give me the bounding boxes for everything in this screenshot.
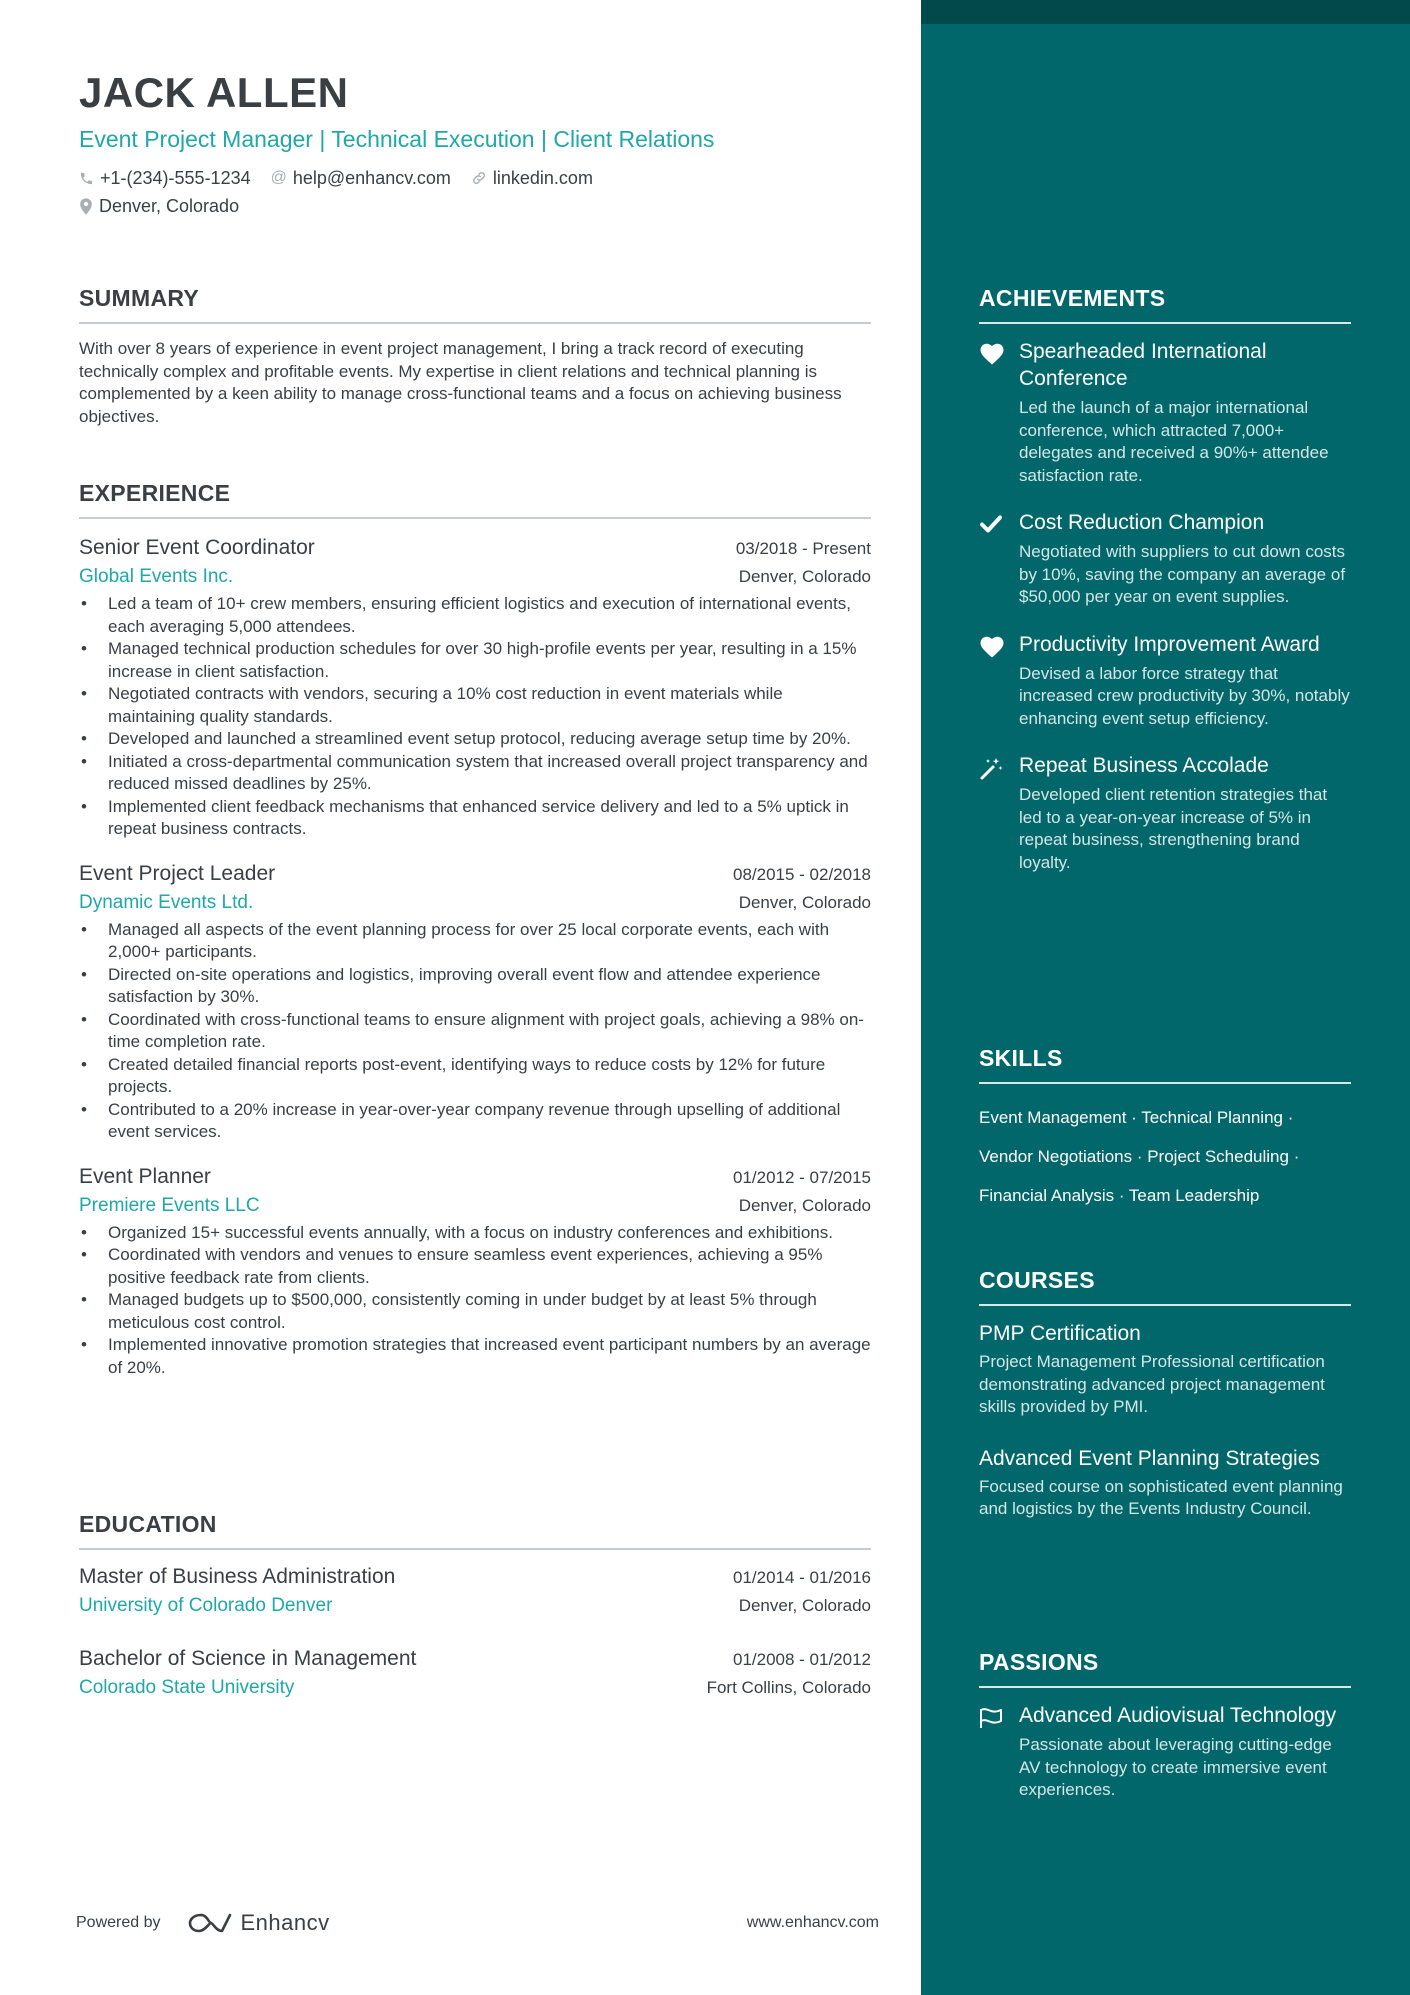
course-description: Focused course on sophisticated event planning and logistics by the Events Industry Council. bbox=[979, 1476, 1343, 1518]
enhancv-logo[interactable] bbox=[187, 1910, 330, 1936]
job-title: Event Project Leader bbox=[79, 861, 276, 885]
achievement-description: Negotiated with suppliers to cut down costs by 10%, saving the company an average of $50,000 per year on event supplies. bbox=[1019, 542, 1346, 606]
skills-line: Financial Analysis · Team Leadership bbox=[979, 1186, 1260, 1205]
course-item bbox=[979, 1445, 1351, 1521]
footer bbox=[76, 1910, 879, 1936]
main-column bbox=[79, 0, 871, 1995]
job-bullet: • Led a team of 10+ crew members, ensuring efficient logistics and execution of international events, each averaging 5,000 attendees. bbox=[79, 593, 871, 638]
job-dates: 03/2018 - Present bbox=[735, 539, 871, 558]
achievement-description: Devised a labor force strategy that increased crew productivity by 30%, notably enhancing event setup efficiency. bbox=[1019, 663, 1350, 728]
job-bullet: • Negotiated contracts with vendors, securing a 10% cost reduction in event materials while maintaining quality standards. bbox=[79, 683, 871, 728]
job-company: Dynamic Events Ltd. bbox=[79, 891, 254, 913]
heart-icon bbox=[979, 631, 1019, 731]
phone-icon bbox=[79, 171, 94, 186]
passion-description: Passionate about leveraging cutting-edge AV technology to create immersive event experiences. bbox=[1019, 1735, 1332, 1799]
job-title: Senior Event Coordinator bbox=[79, 536, 315, 559]
job-dates: 08/2015 - 02/2018 bbox=[732, 864, 871, 884]
passions-heading: PASSIONS bbox=[979, 1648, 1351, 1688]
job-company: Global Events Inc. bbox=[79, 566, 234, 587]
job-bullets bbox=[79, 593, 871, 841]
flag-icon bbox=[979, 1702, 1019, 1802]
job-bullet: • Coordinated with vendors and venues to ensure seamless event experiences, achieving a 95% positive feedback rate from clients. bbox=[79, 1244, 871, 1289]
magic-wand-icon bbox=[979, 752, 1019, 874]
job-entry bbox=[79, 859, 871, 1144]
achievement-title: Cost Reduction Champion bbox=[1019, 511, 1265, 534]
job-entry bbox=[79, 1162, 871, 1380]
email-text[interactable]: help@enhancv.com bbox=[292, 167, 451, 188]
linkedin-contact[interactable] bbox=[471, 168, 593, 189]
school-name: University of Colorado Denver bbox=[79, 1595, 333, 1616]
passion-item bbox=[979, 1702, 1351, 1802]
achievement-item bbox=[979, 338, 1351, 487]
job-company: Premiere Events LLC bbox=[79, 1194, 260, 1216]
powered-by bbox=[76, 1910, 330, 1936]
email-contact[interactable] bbox=[271, 168, 451, 189]
education-section bbox=[79, 1510, 871, 1702]
school-location: Denver, Colorado bbox=[738, 1596, 871, 1615]
course-item bbox=[979, 1320, 1351, 1419]
education-entry bbox=[79, 1644, 871, 1702]
job-location: Denver, Colorado bbox=[738, 1195, 871, 1215]
summary-heading: SUMMARY bbox=[79, 284, 871, 324]
job-bullet: • Created detailed financial reports post-event, identifying ways to reduce costs by 12% for future projects. bbox=[79, 1054, 871, 1099]
linkedin-text[interactable]: linkedin.com bbox=[492, 167, 593, 188]
job-bullet: • Organized 15+ successful events annually, with a focus on industry conferences and exhibitions. bbox=[79, 1222, 871, 1245]
job-bullets bbox=[79, 1222, 871, 1380]
powered-by-label: Powered by bbox=[76, 1914, 161, 1931]
degree-title: Bachelor of Science in Management bbox=[79, 1647, 417, 1670]
job-location: Denver, Colorado bbox=[738, 892, 871, 912]
link-icon bbox=[471, 170, 487, 186]
education-dates: 01/2008 - 01/2012 bbox=[732, 1650, 871, 1669]
job-dates: 01/2012 - 07/2015 bbox=[732, 1167, 871, 1187]
job-bullet: • Managed budgets up to $500,000, consistently coming in under budget by at least 5% through meticulous cost control. bbox=[79, 1289, 871, 1334]
job-bullet: • Initiated a cross-departmental communication system that increased overall project transparency and reduced missed deadlines by 25%. bbox=[79, 751, 871, 796]
summary-text: With over 8 years of experience in event project management, I bring a track record of executing technically complex and profitable events. My expertise in client relations and technical planning is complemented by a keen ability to manage cross-functional teams and a focus on achieving business objectives. bbox=[79, 339, 842, 426]
website-link[interactable]: www.enhancv.com bbox=[746, 1914, 879, 1931]
location-contact bbox=[79, 196, 239, 217]
skills-heading: SKILLS bbox=[979, 1044, 1351, 1084]
education-entry bbox=[79, 1562, 871, 1620]
achievement-title: Productivity Improvement Award bbox=[1019, 632, 1320, 656]
achievement-description: Developed client retention strategies that led to a year-on-year increase of 5% in repeat business, strengthening brand loyalty. bbox=[1019, 785, 1328, 872]
job-bullet: • Contributed to a 20% increase in year-over-year company revenue through upselling of additional event services. bbox=[79, 1099, 871, 1144]
skills-line: Vendor Negotiations · Project Scheduling · bbox=[979, 1147, 1300, 1166]
enhancv-logo-icon bbox=[187, 1911, 233, 1935]
course-title: PMP Certification bbox=[979, 1322, 1141, 1345]
achievement-item bbox=[979, 631, 1351, 731]
passion-title: Advanced Audiovisual Technology bbox=[1019, 1704, 1337, 1727]
experience-heading: EXPERIENCE bbox=[79, 479, 871, 519]
map-pin-icon bbox=[79, 198, 93, 215]
experience-section bbox=[79, 479, 871, 1379]
job-title: Event Planner bbox=[79, 1164, 211, 1188]
achievement-title: Repeat Business Accolade bbox=[1019, 754, 1269, 777]
course-description: Project Management Professional certification demonstrating advanced project management skills provided by PMI. bbox=[979, 1352, 1325, 1416]
passions-section bbox=[979, 1648, 1351, 1802]
at-icon: @ bbox=[270, 169, 287, 186]
sidebar bbox=[921, 0, 1410, 1995]
achievement-title: Spearheaded International Conference bbox=[1019, 340, 1267, 390]
location-text: Denver, Colorado bbox=[99, 195, 240, 216]
job-entry bbox=[79, 533, 871, 841]
check-icon bbox=[979, 509, 1019, 609]
skills-line: Event Management · Technical Planning · bbox=[979, 1108, 1294, 1127]
job-bullet: • Implemented client feedback mechanisms that enhanced service delivery and led to a 5% uptick in repeat business contracts. bbox=[79, 796, 871, 841]
education-dates: 01/2014 - 01/2016 bbox=[732, 1568, 871, 1587]
courses-section bbox=[979, 1266, 1351, 1521]
job-bullet: • Managed all aspects of the event planning process for over 25 local corporate events, each with 2,000+ participants. bbox=[79, 919, 871, 964]
skills-list bbox=[979, 1098, 1351, 1215]
phone-text: +1-(234)-555-1234 bbox=[100, 167, 251, 188]
job-bullets bbox=[79, 919, 871, 1144]
courses-heading: COURSES bbox=[979, 1266, 1351, 1306]
school-name: Colorado State University bbox=[79, 1677, 295, 1698]
sidebar-top-band bbox=[921, 0, 1410, 24]
achievement-description: Led the launch of a major international conference, which attracted 7,000+ delegates and received a 90%+ attendee satisfaction rate. bbox=[1019, 398, 1329, 485]
heart-icon bbox=[979, 338, 1019, 487]
phone-contact bbox=[79, 168, 251, 189]
candidate-headline: Event Project Manager | Technical Execution | Client Relations bbox=[79, 126, 715, 152]
job-bullet: • Directed on-site operations and logistics, improving overall event flow and attendee experience satisfaction by 30%. bbox=[79, 964, 871, 1009]
enhancv-brand-text[interactable]: Enhancv bbox=[240, 1910, 330, 1935]
job-bullet: • Developed and launched a streamlined event setup protocol, reducing average setup time by 20%. bbox=[79, 728, 871, 751]
contact-info bbox=[79, 164, 871, 220]
job-bullet: • Managed technical production schedules for over 30 high-profile events per year, resulting in a 15% increase in client satisfaction. bbox=[79, 638, 871, 683]
resume-header bbox=[79, 66, 871, 220]
achievements-heading: ACHIEVEMENTS bbox=[979, 284, 1351, 324]
education-heading: EDUCATION bbox=[79, 1510, 871, 1550]
achievements-section bbox=[979, 284, 1351, 874]
job-bullet: • Implemented innovative promotion strategies that increased event participant numbers by an average of 20%. bbox=[79, 1334, 871, 1379]
school-location: Fort Collins, Colorado bbox=[706, 1678, 871, 1697]
achievement-item bbox=[979, 509, 1351, 609]
skills-section bbox=[979, 1044, 1351, 1215]
course-title: Advanced Event Planning Strategies bbox=[979, 1446, 1320, 1470]
job-location: Denver, Colorado bbox=[738, 567, 871, 586]
degree-title: Master of Business Administration bbox=[79, 1565, 396, 1588]
candidate-name: JACK ALLEN bbox=[79, 69, 349, 116]
job-bullet: • Coordinated with cross-functional teams to ensure alignment with project goals, achieving a 98% on-time completion rate. bbox=[79, 1009, 871, 1054]
achievement-item bbox=[979, 752, 1351, 874]
summary-section bbox=[79, 284, 871, 428]
